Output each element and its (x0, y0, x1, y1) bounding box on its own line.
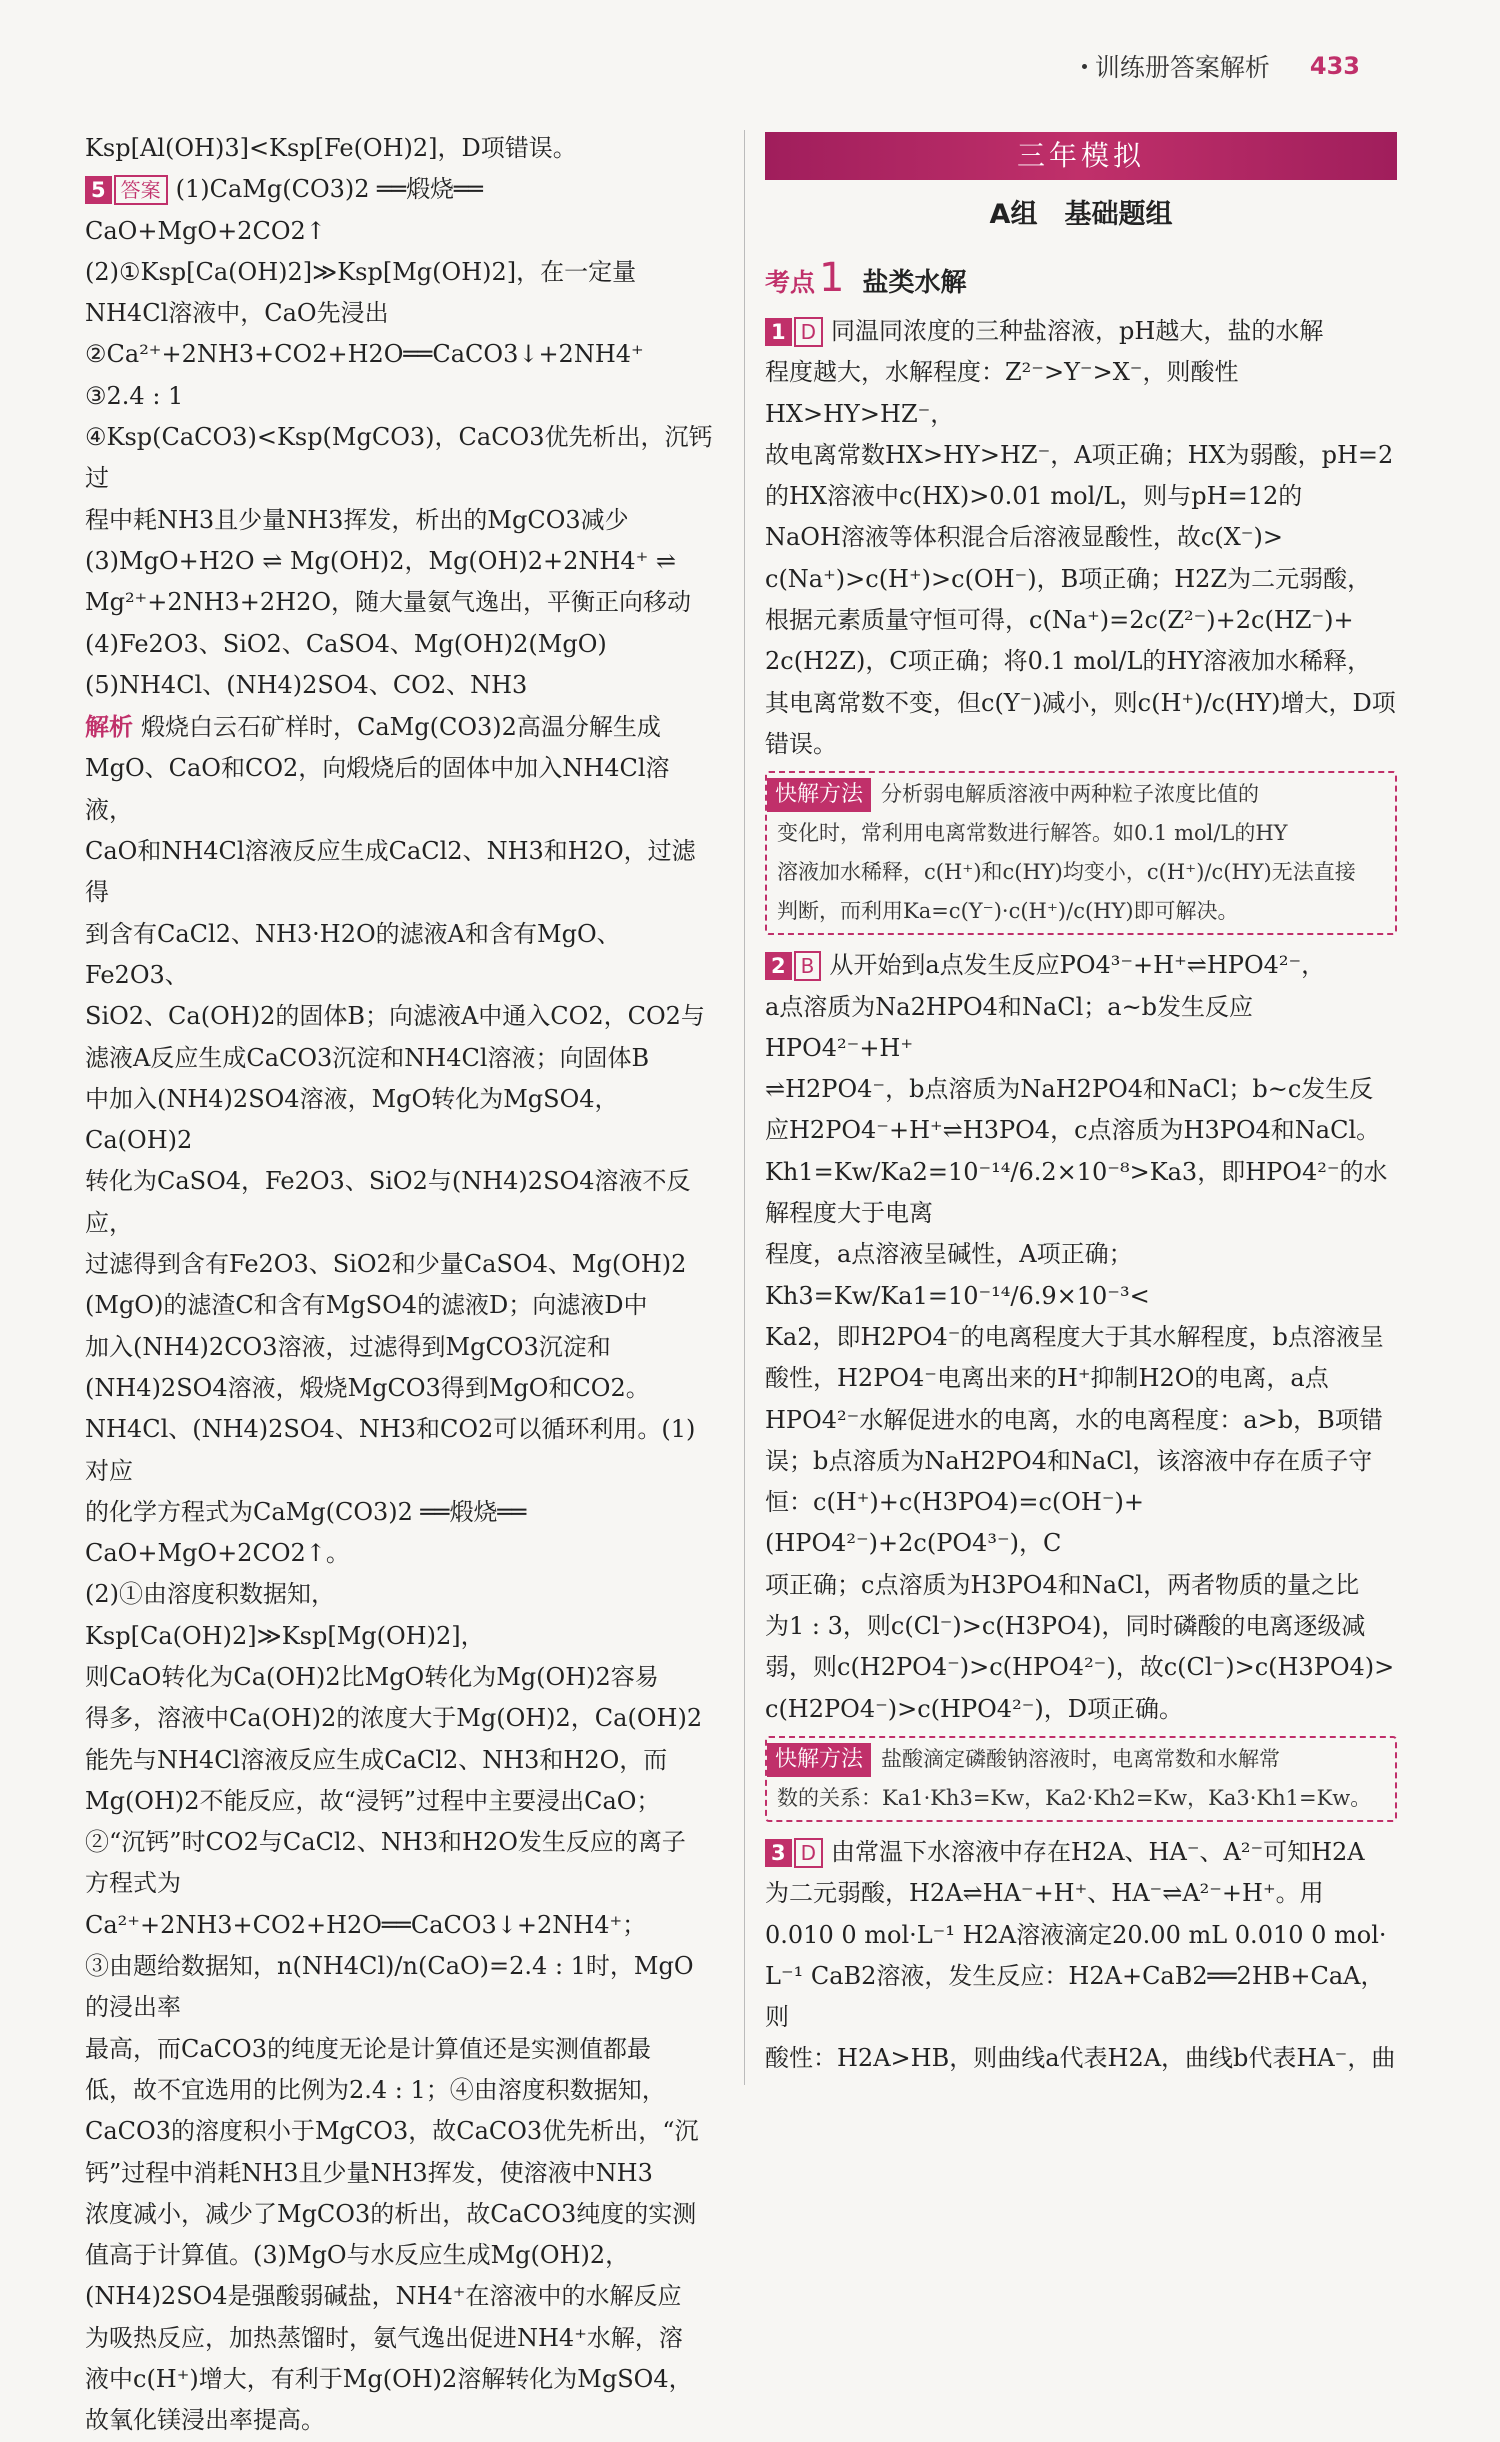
text-segment: 从开始到a点发生反应PO4³⁻+H⁺⇌HPO4²⁻， (829, 951, 1326, 980)
text-line: 能先与NH4Cl溶液反应生成CaCl2、NH3和H2O，而 (85, 1745, 668, 1774)
page-number: 433 (1309, 52, 1360, 80)
text-line: (MgO)的滤渣C和含有MgSO4的滤液D；向滤液D中 (85, 1291, 648, 1320)
text-line: (5)NH4Cl、(NH4)2SO4、CO2、NH3 (85, 670, 528, 699)
text-line: 过滤得到含有Fe2O3、SiO2和少量CaSO4、Mg(OH)2 (85, 1250, 687, 1279)
text-line: NaOH溶液等体积混合后溶液显酸性，故c(X⁻)> (765, 523, 1283, 552)
text-line: 故电离常数HX>HY>HZ⁻，A项正确；HX为弱酸，pH=2 (765, 440, 1394, 469)
text-line: NH4Cl、(NH4)2SO4、NH3和CO2可以循环利用。(1)对应 (85, 1415, 696, 1485)
text-line: 则CaO转化为Ca(OH)2比MgO转化为Mg(OH)2容易 (85, 1662, 659, 1691)
text-line: MgO、CaO和CO2，向煅烧后的固体中加入NH4Cl溶液， (85, 754, 670, 824)
text-line: 得多，溶液中Ca(OH)2的浓度大于Mg(OH)2，Ca(OH)2 (85, 1704, 703, 1733)
text-line: 为吸热反应，加热蒸馏时，氨气逸出促进NH4⁺水解，溶 (85, 2323, 683, 2352)
text-line: c(H2PO4⁻)>c(HPO4²⁻)，D项正确。 (765, 1694, 1183, 1723)
text-line: 加入(NH4)2CO3溶液，过滤得到MgCO3沉淀和 (85, 1332, 611, 1361)
analysis-line (85, 706, 717, 748)
text-line: 酸性：H2A>HB，则曲线a代表H2A，曲线b代表HA⁻，曲 (765, 2044, 1396, 2073)
answer-text: (1)CaMg(CO3)2 ══煅烧══ CaO+MgO+2CO2↑ (85, 175, 491, 245)
tip-line (767, 1740, 1387, 1779)
text-segment: 同温同浓度的三种盐溶液，pH越大，盐的水解 (831, 317, 1324, 345)
text-line: 根据元素质量守恒可得，c(Na⁺)=2c(Z²⁻)+2c(HZ⁻)+ (765, 606, 1354, 635)
text-line: Mg(OH)2不能反应，故“浸钙”过程中主要浸出CaO； (85, 1786, 661, 1815)
text-line: Ka2，即H2PO4⁻的电离程度大于其水解程度，b点溶液呈 (765, 1322, 1384, 1351)
right-column (765, 132, 1397, 2080)
tip-label: 快解方法 (767, 1743, 871, 1777)
text-line: ⇌H2PO4⁻，b点溶质为NaH2PO4和NaCl；b~c发生反 (765, 1075, 1374, 1104)
section-banner: 三年模拟 (765, 132, 1397, 180)
text-line: 其电离常数不变，但c(Y⁻)减小，则c(H⁺)/c(HY)增大，D项 (765, 688, 1396, 717)
bullet-dot (1082, 64, 1087, 69)
answer-choice: D (794, 1838, 823, 1868)
text-line: 误；b点溶质为NaH2PO4和NaCl，该溶液中存在质子守 (765, 1446, 1373, 1475)
group-heading: A组 基础题组 (989, 199, 1173, 230)
text-line: 2c(H2Z)，C项正确；将0.1 mol/L的HY溶液加水稀释， (765, 647, 1372, 676)
header-title: 训练册答案解析 (1094, 53, 1270, 82)
text-line: 程度，a点溶液呈碱性，A项正确；Kh3=Kw/Ka1=10⁻¹⁴/6.9×10⁻³< (765, 1240, 1150, 1310)
text-line: (2)①由溶度积数据知，Ksp[Ca(OH)2]≫Ksp[Mg(OH)2]， (85, 1580, 485, 1650)
text-line: 低，故不宜选用的比例为2.4 : 1；④由溶度积数据知， (85, 2075, 666, 2104)
text-line: ③由题给数据知，n(NH4Cl)/n(CaO)=2.4 : 1时，MgO的浸出率 (85, 1952, 694, 2022)
text-line: 程中耗NH3且少量NH3挥发，析出的MgCO3减少 (85, 505, 629, 534)
text-line: (NH4)2SO4是强酸弱碱盐，NH4⁺在溶液中的水解反应 (85, 2282, 682, 2311)
answer-choice: B (794, 951, 822, 981)
text-line: SiO2、Ca(OH)2的固体B；向滤液A中通入CO2，CO2与 (85, 1002, 705, 1031)
text-segment: 分析弱电解质溶液中两种粒子浓度比值的 (881, 782, 1260, 807)
answer-line (85, 169, 717, 252)
text-line: HPO4²⁻水解促进水的电离，水的电离程度：a>b，B项错 (765, 1405, 1383, 1434)
text-line: 项正确；c点溶质为H3PO4和NaCl，两者物质的量之比 (765, 1570, 1360, 1599)
text-line: a点溶质为Na2HPO4和NaCl；a~b发生反应HPO4²⁻+H⁺ (765, 992, 1254, 1062)
answer-label: 答案 (114, 175, 168, 205)
text-line: 浓度减小，减少了MgCO3的析出，故CaCO3纯度的实测 (85, 2199, 697, 2228)
tip-line: 溶液加水稀释，c(H⁺)和c(HY)均变小，c(H⁺)/c(HY)无法直接 (777, 860, 1356, 885)
text-line: 0.010 0 mol·L⁻¹ H2A溶液滴定20.00 mL 0.010 0 mol· (765, 1920, 1387, 1949)
text-line: ④Ksp(CaCO3)<Ksp(MgCO3)，CaCO3优先析出，沉钙过 (85, 423, 713, 493)
text-line: 转化为CaSO4，Fe2O3、SiO2与(NH4)2SO4溶液不反应， (85, 1167, 691, 1237)
tip-line: 变化时，常利用电离常数进行解答。如0.1 mol/L的HY (777, 821, 1288, 846)
text-line: 故氧化镁浸出率提高。 (85, 2406, 325, 2435)
text-line: (NH4)2SO4溶液，煅烧MgCO3得到MgO和CO2。 (85, 1373, 650, 1402)
text-line: 到含有CaCl2、NH3·H2O的滤液A和含有MgO、Fe2O3、 (85, 919, 621, 989)
text-line: 值高于计算值。(3)MgO与水反应生成Mg(OH)2， (85, 2241, 630, 2270)
text-line: 的HX溶液中c(HX)>0.01 mol/L，则与pH=12的 (765, 482, 1303, 511)
text-line: ②Ca²⁺+2NH3+CO2+H2O══CaCO3↓+2NH4⁺ (85, 340, 644, 369)
tip-line: 判断，而利用Ka=c(Y⁻)·c(H⁺)/c(HY)即可解决。 (777, 899, 1239, 924)
question-line (765, 311, 1397, 352)
tip-line: 数的关系：Ka1·Kh3=Kw，Ka2·Kh2=Kw，Ka3·Kh1=Kw。 (777, 1785, 1372, 1810)
text-line: L⁻¹ CaB2溶液，发生反应：H2A+CaB2══2HB+CaA，则 (765, 1961, 1385, 2032)
text-line: ②“沉钙”时CO2与CaCl2、NH3和H2O发生反应的离子 (85, 1828, 686, 1857)
text-line: CaCO3的溶度积小于MgCO3，故CaCO3优先析出，“沉 (85, 2117, 699, 2146)
text-line: 为二元弱酸，H2A⇌HA⁻+H⁺、HA⁻⇌A²⁻+H⁺。用 (765, 1879, 1324, 1908)
topic-title: 盐类水解 (862, 268, 967, 298)
question-number-badge: 5 (85, 176, 112, 204)
text-line: (2)①Ksp[Ca(OH)2]≫Ksp[Mg(OH)2]，在一定量 (85, 257, 637, 286)
tip-line (767, 775, 1387, 814)
text-line: 弱，则c(H2PO4⁻)>c(HPO4²⁻)，故c(Cl⁻)>c(H3PO4)> (765, 1653, 1395, 1682)
text-segment: 盐酸滴定磷酸钠溶液时，电离常数和水解常 (881, 1746, 1281, 1771)
analysis-label: 解析 (85, 712, 133, 742)
text-line: (3)MgO+H2O ⇌ Mg(OH)2，Mg(OH)2+2NH4⁺ ⇌ (85, 546, 677, 575)
question-number-badge: 2 (765, 952, 792, 980)
left-column (85, 128, 717, 2442)
text-line: Mg²⁺+2NH3+2H2O，随大量氨气逸出，平衡正向移动 (85, 588, 692, 617)
text-line: 酸性，H2PO4⁻电离出来的H⁺抑制H2O的电离，a点 (765, 1364, 1329, 1393)
text-line: 最高，而CaCO3的纯度无论是计算值还是实测值都最 (85, 2034, 651, 2063)
text-line: 程度越大，水解程度：Z²⁻>Y⁻>X⁻，则酸性HX>HY>HZ⁻， (765, 358, 1239, 428)
text-line: 的化学方程式为CaMg(CO3)2 ══煅烧══ CaO+MgO+2CO2↑。 (85, 1497, 534, 1568)
text-line: Kh1=Kw/Ka2=10⁻¹⁴/6.2×10⁻⁸>Ka3，即HPO4²⁻的水解程度大于电离 (765, 1157, 1388, 1228)
text-segment: 由常温下水溶液中存在H2A、HA⁻、A²⁻可知H2A (831, 1837, 1365, 1866)
quick-method-box (765, 771, 1397, 935)
text-line: 滤液A反应生成CaCO3沉淀和NH4Cl溶液；向固体B (85, 1043, 650, 1072)
text-line: 错误。 (765, 729, 837, 758)
quick-method-box (765, 1736, 1397, 1822)
question-line (765, 945, 1397, 986)
question-number-badge: 1 (765, 318, 792, 346)
analysis-text: 煅烧白云石矿样时，CaMg(CO3)2高温分解生成 (141, 713, 661, 742)
text-line: c(Na⁺)>c(H⁺)>c(OH⁻)，B项正确；H2Z为二元弱酸， (765, 564, 1372, 593)
text-line: (4)Fe2O3、SiO2、CaSO4、Mg(OH)2(MgO) (85, 629, 607, 658)
text-line: Ksp[Al(OH)3]<Ksp[Fe(OH)2]，D项错误。 (85, 134, 577, 162)
text-line: CaO和NH4Cl溶液反应生成CaCl2、NH3和H2O，过滤得 (85, 837, 696, 907)
text-line: 恒：c(H⁺)+c(H3PO4)=c(OH⁻)+(HPO4²⁻)+2c(PO4³⁻)，C (765, 1488, 1144, 1558)
answer-choice: D (794, 317, 823, 347)
column-divider (744, 130, 745, 2085)
text-line: ③2.4 : 1 (85, 381, 184, 410)
question-number-badge: 3 (765, 1839, 792, 1867)
text-line: NH4Cl溶液中，CaO先浸出 (85, 299, 389, 328)
topic-number: 1 (819, 255, 845, 301)
text-line: 中加入(NH4)2SO4溶液，MgO转化为MgSO4，Ca(OH)2 (85, 1084, 619, 1155)
text-line: 液中c(H⁺)增大，有利于Mg(OH)2溶解转化为MgSO4， (85, 2365, 693, 2394)
text-line: 方程式为Ca²⁺+2NH3+CO2+H2O══CaCO3↓+2NH4⁺； (85, 1869, 647, 1939)
text-line: 应H2PO4⁻+H⁺⇌H3PO4，c点溶质为H3PO4和NaCl。 (765, 1116, 1381, 1145)
topic-label: 考点 (765, 268, 816, 297)
text-line: 为1 : 3，则c(Cl⁻)>c(H3PO4)，同时磷酸的电离逐级减 (765, 1612, 1366, 1641)
topic-heading (765, 250, 1397, 311)
question-line (765, 1832, 1397, 1873)
tip-label: 快解方法 (767, 778, 871, 812)
text-line: 钙”过程中消耗NH3且少量NH3挥发，使溶液中NH3 (85, 2158, 653, 2187)
running-header (1082, 48, 1360, 84)
